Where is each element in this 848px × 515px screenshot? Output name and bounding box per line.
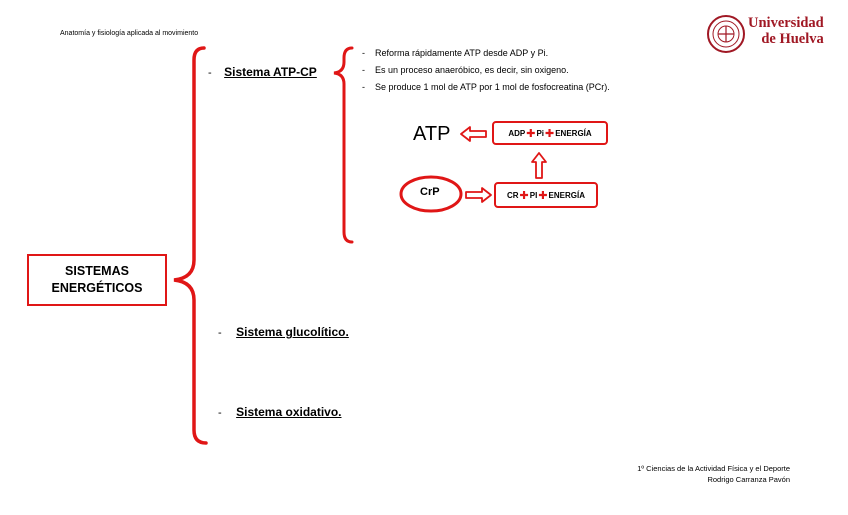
plus-icon: ✚: [526, 127, 536, 140]
system-dash: -: [218, 407, 222, 419]
footer-author: Rodrigo Carranza Pavón: [707, 475, 790, 484]
system-label: Sistema glucolítico.: [236, 325, 349, 339]
system-item-oxidativo: [218, 403, 342, 421]
plus-icon: ✚: [519, 189, 529, 202]
footer: [637, 463, 790, 485]
arrow-up: [532, 153, 546, 178]
box-term-pi: Pi: [536, 128, 544, 138]
cr-pi-energy-box: [494, 182, 598, 208]
footer-course: 1º Ciencias de la Actividad Física y el Deporte: [637, 464, 790, 473]
atp-label: ATP: [413, 123, 451, 145]
box-term-energy: ENERGÍA: [555, 128, 592, 138]
system-label: Sistema ATP-CP: [224, 65, 317, 79]
arrow-from-crp: [466, 188, 491, 202]
system-dash: -: [208, 67, 212, 79]
crp-label: CrP: [420, 186, 440, 198]
system-dash: -: [218, 327, 222, 339]
arrow-to-atp: [461, 127, 486, 141]
document-header-title: Anatomía y fisiología aplicada al movimiento: [60, 30, 199, 37]
main-topic-line1: SISTEMAS: [65, 264, 129, 278]
system-label: Sistema oxidativo.: [236, 405, 342, 419]
plus-icon: ✚: [538, 189, 548, 202]
box-term-pi: PI: [529, 190, 538, 200]
box-term-cr: CR: [506, 190, 519, 200]
atp-cp-point: - Reforma rápidamente ATP desde ADP y Pi.: [362, 48, 549, 58]
logo-line2: de Huelva: [761, 31, 824, 47]
system-item-glucolitico: [218, 323, 349, 341]
main-brace: [174, 48, 206, 443]
atp-cp-point: - Es un proceso anaeróbico, es decir, sin oxigeno.: [362, 65, 569, 75]
system-item-atp-cp: [208, 63, 317, 81]
plus-icon: ✚: [545, 127, 555, 140]
logo-line1: Universidad: [748, 15, 824, 31]
adp-pi-energy-box: [492, 121, 608, 145]
box-term-energy: ENERGÍA: [548, 190, 585, 200]
box-term-adp: ADP: [508, 128, 526, 138]
atp-cp-point: - Se produce 1 mol de ATP por 1 mol de fosfocreatina (PCr).: [362, 82, 610, 92]
main-topic-line2: ENERGÉTICOS: [51, 281, 143, 295]
atp-cp-brace: [334, 48, 352, 242]
